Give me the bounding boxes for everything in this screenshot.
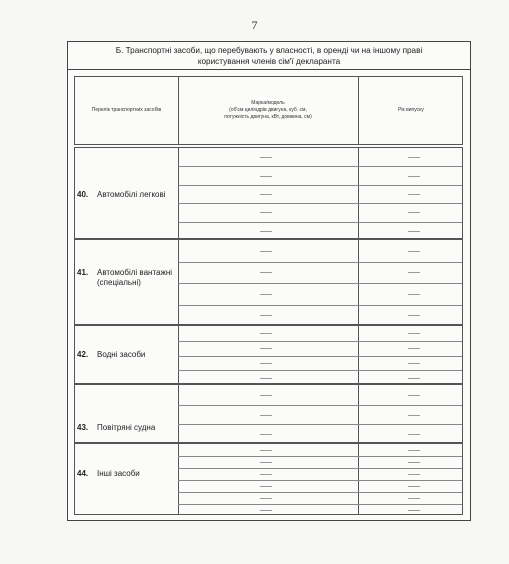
empty-dash-model	[260, 415, 272, 416]
empty-dash-model	[260, 474, 272, 475]
row-label: Інші засоби	[97, 469, 140, 478]
empty-dash-model	[260, 333, 272, 334]
empty-dash-year	[408, 315, 420, 316]
empty-dash-year	[408, 474, 420, 475]
empty-dash-year	[408, 363, 420, 364]
header-model-line-3: потужність двигуна, кВт, довжина, см)	[224, 114, 312, 120]
empty-dash-year	[408, 176, 420, 177]
empty-dash-year	[408, 157, 420, 158]
empty-dash-model	[260, 450, 272, 451]
empty-dash-model	[260, 363, 272, 364]
vehicle-category-row	[74, 443, 463, 515]
sub-row-divider	[178, 480, 462, 481]
empty-dash-model	[260, 294, 272, 295]
empty-dash-model	[260, 272, 272, 273]
sub-row-divider	[178, 341, 462, 342]
empty-dash-model	[260, 348, 272, 349]
empty-dash-model	[260, 486, 272, 487]
empty-dash-model	[260, 462, 272, 463]
sub-row-divider	[178, 185, 462, 186]
sub-row-divider	[178, 166, 462, 167]
header-make-model	[178, 77, 358, 144]
row-label: Повітряні судна	[97, 423, 156, 432]
row-number: 42.	[77, 350, 89, 359]
empty-dash-year	[408, 434, 420, 435]
page-number: 7	[251, 18, 258, 32]
sub-row-divider	[178, 492, 462, 493]
empty-dash-model	[260, 194, 272, 195]
empty-dash-year	[408, 251, 420, 252]
empty-dash-year	[408, 212, 420, 213]
declaration-form-frame	[67, 41, 471, 521]
sub-row-divider	[178, 504, 462, 505]
sub-row-divider	[178, 468, 462, 469]
empty-dash-model	[260, 395, 272, 396]
row-number: 44.	[77, 469, 89, 478]
sub-row-divider	[178, 356, 462, 357]
empty-dash-model	[260, 510, 272, 511]
row-number: 40.	[77, 190, 89, 199]
empty-dash-year	[408, 333, 420, 334]
vehicle-category-row	[74, 239, 463, 325]
sub-row-divider	[178, 456, 462, 457]
table-header	[74, 76, 463, 145]
sub-row-divider	[178, 222, 462, 223]
row-number: 43.	[77, 423, 89, 432]
empty-dash-model	[260, 434, 272, 435]
row-number: 41.	[77, 268, 89, 277]
empty-dash-model	[260, 378, 272, 379]
empty-dash-model	[260, 231, 272, 232]
empty-dash-year	[408, 510, 420, 511]
empty-dash-model	[260, 212, 272, 213]
section-title-line-2: користування членів сім'ї декларанта	[197, 57, 341, 66]
empty-dash-model	[260, 251, 272, 252]
sub-row-divider	[178, 424, 462, 425]
empty-dash-year	[408, 450, 420, 451]
row-label: Автомобілі легкові	[97, 190, 166, 199]
vehicle-category-row	[74, 384, 463, 443]
header-year: Рік випуску	[398, 107, 424, 113]
empty-dash-year	[408, 294, 420, 295]
sub-row-divider	[178, 305, 462, 306]
sub-row-divider	[178, 283, 462, 284]
empty-dash-year	[408, 378, 420, 379]
vehicle-category-row	[74, 147, 463, 239]
sub-row-divider	[178, 262, 462, 263]
empty-dash-model	[260, 315, 272, 316]
header-vehicle-list: Перелік транспортних засобів	[91, 107, 162, 113]
empty-dash-year	[408, 395, 420, 396]
empty-dash-year	[408, 415, 420, 416]
header-model-line-2: (об'єм циліндрів двигуна, куб. см,	[229, 107, 307, 113]
empty-dash-year	[408, 231, 420, 232]
section-title	[68, 42, 470, 70]
row-label: Водні засоби	[97, 350, 146, 359]
sub-row-divider	[178, 370, 462, 371]
empty-dash-year	[408, 498, 420, 499]
empty-dash-model	[260, 176, 272, 177]
empty-dash-year	[408, 272, 420, 273]
section-title-line-1: Б. Транспортні засоби, що перебувають у власності, в оренді чи на іншому праві	[115, 46, 423, 55]
empty-dash-year	[408, 462, 420, 463]
sub-row-divider	[178, 405, 462, 406]
empty-dash-year	[408, 486, 420, 487]
sub-row-divider	[178, 203, 462, 204]
empty-dash-year	[408, 194, 420, 195]
vehicle-category-row	[74, 325, 463, 384]
empty-dash-model	[260, 157, 272, 158]
empty-dash-year	[408, 348, 420, 349]
header-model-line-1: Марка/модель	[251, 100, 285, 106]
empty-dash-model	[260, 498, 272, 499]
row-label: Автомобілі вантажні (спеціальні)	[97, 268, 173, 287]
